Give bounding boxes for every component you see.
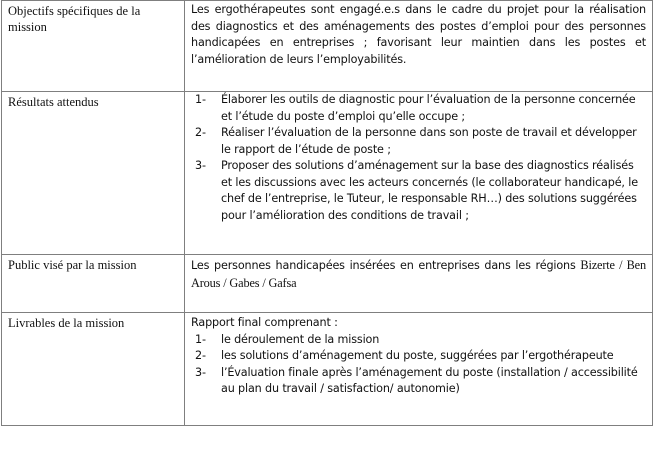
list-item-text: Réaliser l’évaluation de la personne dans son poste de travail et développer le rapport de l’étude de poste ; xyxy=(221,126,637,156)
list-item xyxy=(191,125,646,158)
deliverables-intro: Rapport final comprenant : xyxy=(191,316,338,329)
label-expected-results xyxy=(2,92,185,255)
label-deliverables xyxy=(2,313,185,426)
table-row-expected-results xyxy=(2,92,653,255)
table-row-target-public xyxy=(2,255,653,313)
list-item xyxy=(191,365,646,398)
deliverables-list xyxy=(191,332,646,398)
list-item-number: 1- xyxy=(195,332,206,346)
list-item-text: Élaborer les outils de diagnostic pour l’évaluation de la personne concernée et l’étude du poste d’emploi qu’elle occupe ; xyxy=(221,93,636,123)
target-public-regions: Bizerte / Ben Arous / Gabes / Gafsa xyxy=(191,258,646,290)
label-objectives xyxy=(2,1,185,92)
label-target-public-text: Public visé par la mission xyxy=(8,258,137,272)
list-item-number: 3- xyxy=(195,159,206,172)
table-row-deliverables xyxy=(2,313,653,426)
list-item-number: 3- xyxy=(195,365,206,379)
list-item xyxy=(191,92,646,125)
list-item xyxy=(191,158,646,224)
target-public-main: Les personnes handicapées insérées en entreprises dans les régions xyxy=(191,259,581,272)
list-item-text: l’Évaluation finale après l’aménagement du poste (installation / accessibilité au plan du travail / satisfaction/ autonomie) xyxy=(221,365,638,395)
content-deliverables xyxy=(185,313,653,426)
label-expected-results-text: Résultats attendus xyxy=(8,95,99,109)
list-item xyxy=(191,332,646,349)
expected-results-list xyxy=(191,92,646,224)
content-expected-results xyxy=(185,92,653,255)
list-item-text: le déroulement de la mission xyxy=(221,332,380,346)
objectives-text: Les ergothérapeutes sont engagé.e.s dans le cadre du projet pour la réalisation des diagnostics et des aménagements des postes d’emploi pour des personnes handicapées en entreprises ; favorisant leur maintien dans les postes et l’amélioration de leurs l’employabilités. xyxy=(191,3,646,66)
list-item-number: 2- xyxy=(195,126,206,139)
content-target-public xyxy=(185,255,653,313)
label-objectives-text: Objectifs spécifiques de la mission xyxy=(8,4,141,34)
list-item-number: 2- xyxy=(195,349,206,362)
table-row-objectives xyxy=(2,1,653,92)
list-item-text: les solutions d’aménagement du poste, suggérées par l’ergothérapeute xyxy=(221,349,614,362)
label-target-public xyxy=(2,255,185,313)
target-public-text xyxy=(191,257,646,292)
mission-table xyxy=(1,0,653,426)
list-item-number: 1- xyxy=(195,93,206,106)
list-item-text: Proposer des solutions d’aménagement sur la base des diagnostics réalisés et les discussions avec les acteurs concernés (le collaborateur handicapé, le chef de l’entreprise, le Tuteur, le responsable RH…) des solutions suggérées pour l’amélioration des conditions de travail ; xyxy=(221,159,638,222)
list-item xyxy=(191,348,646,365)
label-deliverables-text: Livrables de la mission xyxy=(8,316,125,330)
content-objectives xyxy=(185,1,653,92)
